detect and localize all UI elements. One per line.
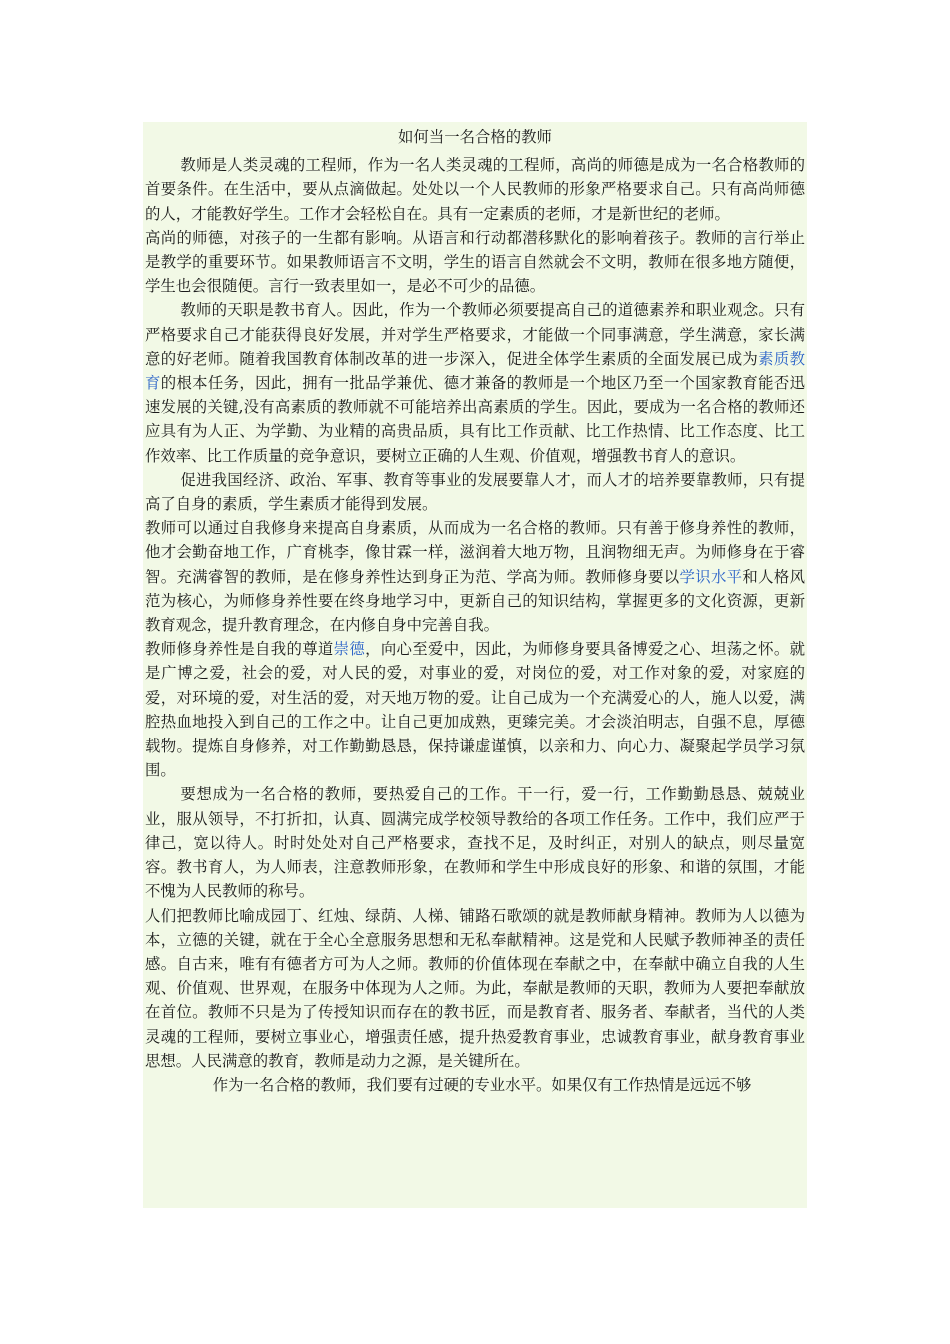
paragraph-text: 要想成为一名合格的教师，要热爱自己的工作。干一行，爱一行，工作勤勤恳恳、兢兢业业，服从领导，不打折扣，认真、圆满完成学校领导教给的各项工作任务。工作中，我们应严于律己，宽以待人。时时处处对自己严格要求，查找不足，及时纠正，对别人的缺点，则尽量宽容。教书育人，为人师表，注意教师形象，在教师和学生中形成良好的形象、和谐的氛围，才能不愧为人民教师的称号。 [145,785,805,901]
paragraph-text: 教师可以通过自我修身来提高自身素质，从而成为一名合格的教师。只有善于修身养性的教师，他才会勤奋地工作，广育桃李，像甘霖一样，滋润着大地万物，且润物细无声。为师修身在于睿智。充满睿智的教师，是在修身养性达到身正为范、学高为师。教师修身要以 [145,519,805,586]
paragraph [145,298,805,467]
paragraph-text: 教师的天职是教书育人。因此，作为一个教师必须要提高自己的道德素养和职业观念。只有严格要求自己才能获得良好发展，并对学生严格要求，才能做一个同事满意，学生满意，家长满意的好老师。随着我国教育体制改革的进一步深入，促进全体学生素质的全面发展已成为 [145,301,805,368]
paragraph [145,468,805,516]
inline-link[interactable]: 素质教育 [145,349,805,393]
paragraph-text: ，向心至爱中，因此，为师修身要具备博爱之心、坦荡之怀。就是广博之爱，社会的爱，对人民的爱，对事业的爱，对岗位的爱，对工作对象的爱，对家庭的爱，对环境的爱，对生活的爱，对天地万物的爱。让自己成为一个充满爱心的人，施人以爱，满腔热血地投入到自己的工作之中。让自己更加成熟，更臻完美。才会淡泊明志，自强不息，厚德载物。提炼自身修养，对工作勤勤恳恳，保持谦虚谨慎，以亲和力、向心力、凝聚起学员学习氛围。 [145,640,805,780]
paragraph-text: 高尚的师德，对孩子的一生都有影响。从语言和行动都潜移默化的影响着孩子。教师的言行举止是教学的重要环节。如果教师语言不文明，学生的语言自然就会不文明，教师在很多地方随便，学生也会很随便。言行一致表里如一，是必不可少的品德。 [145,228,805,296]
paragraph-text: 的根本任务，因此，拥有一批品学兼优、德才兼备的教师是一个地区乃至一个国家教育能否迅速发展的关键,没有高素质的教师就不可能培养出高素质的学生。因此，要成为一名合格的教师还应具有为人正、为学勤、为业精的高贵品质，具有比工作贡献、比工作热情、比工作态度、比工作效率、比工作质量的竞争意识，要树立正确的人生观、价值观，增强教书育人的意识。 [145,374,805,465]
paragraph-text: 人们把教师比喻成园丁、红烛、绿荫、人梯、铺路石歌颂的就是教师献身精神。教师为人以德为本，立德的关键，就在于全心全意服务思想和无私奉献精神。这是党和人民赋予教师神圣的责任感。自古来，唯有有德者方可为人之师。教师的价值体现在奉献之中，在奉献中确立自我的人生观、价值观、世界观，在服务中体现为人之师。为此，奉献是教师的天职，教师为人要把奉献放在首位。教师不只是为了传授知识而存在的教书匠，而是教育者、服务者、奉献者，当代的人类灵魂的工程师，要树立事业心，增强责任感，提升热爱教育事业，忠诚教育事业，献身教育事业思想。人民满意的教育，教师是动力之源，是关键所在。 [145,906,805,1070]
paragraph-text: 教师修身养性是自我的尊道 [145,640,334,659]
paragraph-text: 作为一名合格的教师，我们要有过硬的专业水平。如果仅有工作热情是远远不够 [212,1075,752,1094]
paragraph [145,516,805,637]
paragraph [145,226,805,299]
paragraph-text: 和人格风范为核心，为师修身养性要在终身地学习中，更新自己的知识结构，掌握更多的文化资源，更新教育观念，提升教育理念，在内修自身中完善自我。 [145,567,805,635]
inline-link[interactable]: 学识水平 [679,567,743,586]
paragraph-text: 促进我国经济、政治、军事、教育等事业的发展要靠人才，而人才的培养要靠教师，只有提高了自身的素质，学生素质才能得到发展。 [145,470,805,514]
paragraph-text: 教师是人类灵魂的工程师，作为一名人类灵魂的工程师，高尚的师德是成为一名合格教师的首要条件。在生活中，要从点滴做起。处处以一个人民教师的形象严格要求自己。只有高尚师德的人，才能教好学生。工作才会轻松自在。具有一定素质的老师，才是新世纪的老师。 [145,156,805,223]
article-title: 如何当一名合格的教师 [398,128,552,146]
paragraph [145,904,805,1073]
article-text-column [143,125,807,1097]
paragraph [145,1073,805,1097]
article-body [143,122,807,1208]
paragraph [145,637,805,782]
paragraph-list [145,153,805,1097]
paragraph [145,153,805,226]
paragraph [145,782,805,903]
inline-link[interactable]: 崇德 [333,640,366,659]
